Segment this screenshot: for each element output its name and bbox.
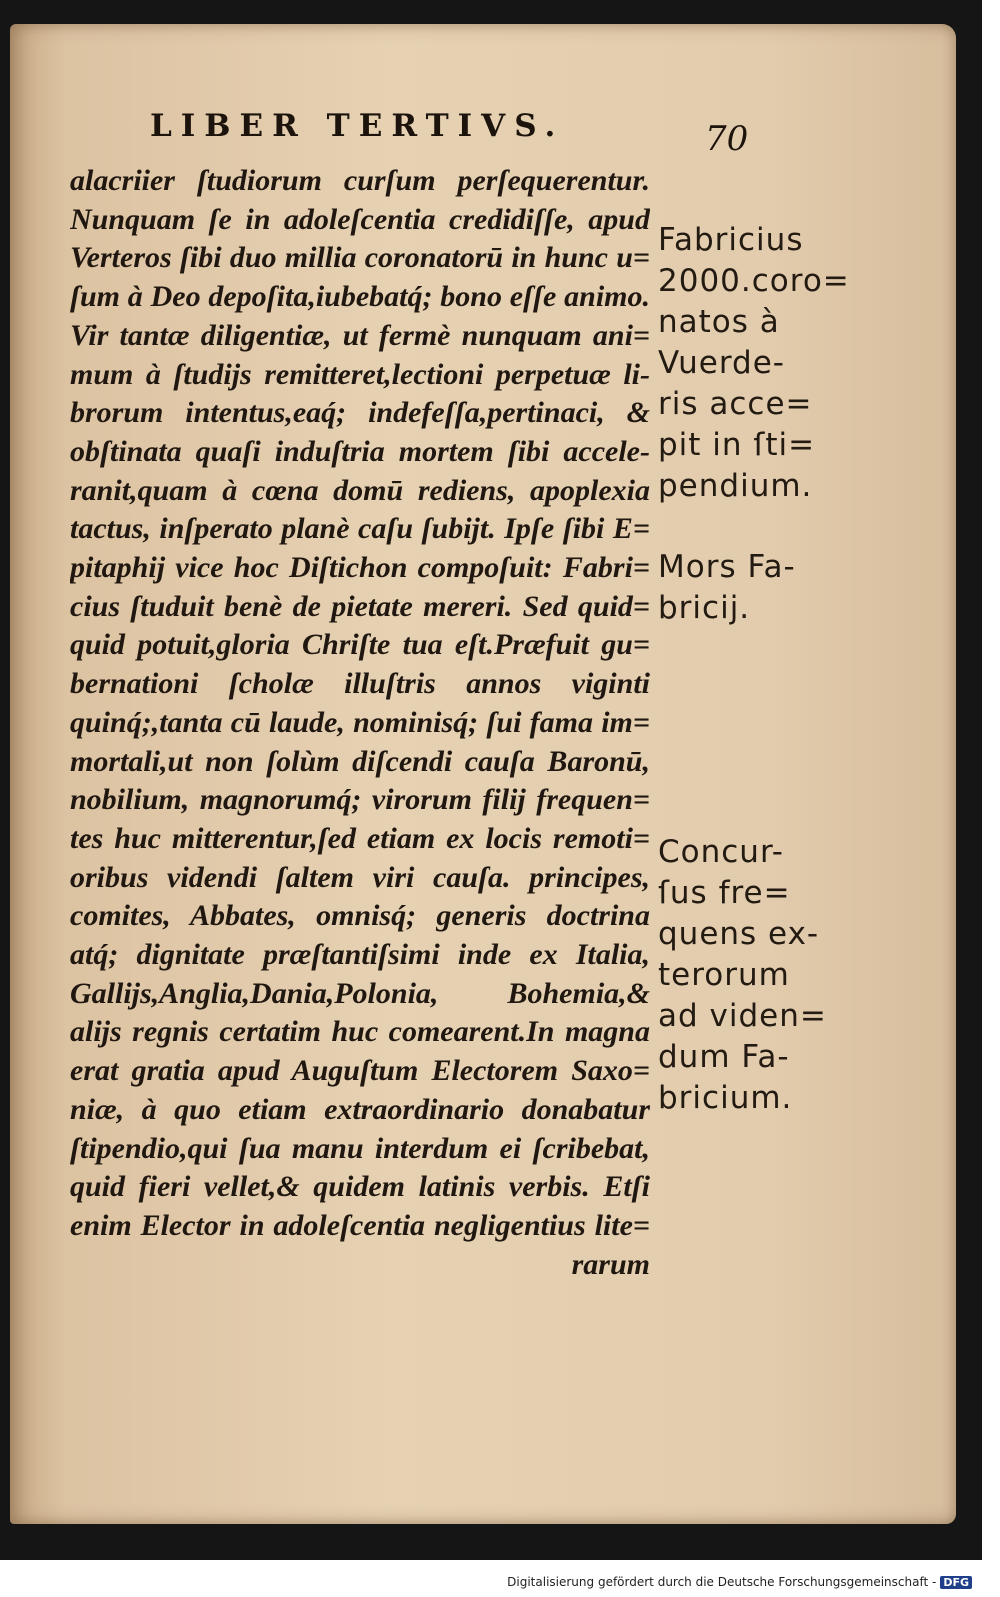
book-page bbox=[10, 24, 956, 1524]
note-line: quens ex- bbox=[658, 916, 820, 952]
text-line: tactus, inſperato planè caſu ſubijt. Ipſe ſibi E= bbox=[70, 512, 650, 546]
text-line: quid potuit,gloria Chriſte tua eſt.Præfuit gu= bbox=[70, 628, 650, 662]
text-line: ſtipendio,qui ſua manu interdum ei ſcribebat, bbox=[70, 1131, 650, 1165]
note-line: dum Fa- bbox=[658, 1039, 790, 1075]
note-line: natos à bbox=[658, 304, 780, 340]
text-line: Nunquam ſe in adoleſcentia credidiſſe, apud bbox=[70, 202, 650, 236]
text-line: quinq́;,tanta cū laude, nominisq́; ſui fama im= bbox=[70, 705, 650, 739]
text-line: alijs regnis certatim huc comearent.In magna bbox=[70, 1015, 650, 1049]
main-text-block bbox=[70, 162, 650, 1284]
note-line: Fabricius bbox=[658, 222, 804, 258]
marginal-note-concursus bbox=[658, 832, 848, 1119]
note-line: Vuerde- bbox=[658, 345, 785, 381]
text-line: quid fieri vellet,& quidem latinis verbis. Etſi bbox=[70, 1170, 650, 1204]
text-line: cius ſtuduit benè de pietate mereri. Sed quid= bbox=[70, 589, 650, 623]
note-line: bricij. bbox=[658, 590, 751, 626]
text-line: pitaphij vice hoc Diſtichon compoſuit: Fabri= bbox=[70, 551, 650, 585]
marginal-note-fabricius bbox=[658, 220, 848, 507]
text-line: Gallijs,Anglia,Dania,Polonia, Bohemia,& bbox=[70, 976, 650, 1010]
note-line: bricium. bbox=[658, 1080, 793, 1116]
text-line: atq́; dignitate præſtantiſsimi inde ex Italia, bbox=[70, 938, 650, 972]
note-line: ſus fre= bbox=[658, 875, 791, 911]
text-line: mum à ſtudijs remitteret,lectioni perpetuæ li- bbox=[70, 357, 650, 391]
text-line: Verteros ſibi duo millia coronatorū in hunc u= bbox=[70, 241, 650, 275]
text-line: ſum à Deo depoſita,iubebatq́; bono eſſe animo. bbox=[70, 280, 650, 314]
text-line: tes huc mitterentur,ſed etiam ex locis remoti= bbox=[70, 821, 650, 855]
credit-text: Digitalisierung gefördert durch die Deutsche Forschungsgemeinschaft - bbox=[507, 1575, 937, 1589]
text-line: nobilium, magnorumq́; virorum filij frequen= bbox=[70, 783, 650, 817]
text-line: alacriier ſtudiorum curſum perſequerentur. bbox=[70, 164, 650, 197]
note-line: Concur- bbox=[658, 834, 784, 870]
text-line: niæ, à quo etiam extraordinario donabatur bbox=[70, 1092, 650, 1126]
text-line: brorum intentus,eaq́; indefeſſa,pertinaci, & bbox=[70, 396, 650, 430]
note-line: terorum bbox=[658, 957, 790, 993]
marginal-note-mors bbox=[658, 547, 848, 629]
text-line: enim Elector in adoleſcentia negligentius lite= bbox=[70, 1208, 650, 1242]
note-line: pit in ſti= bbox=[658, 427, 816, 463]
text-line: comites, Abbates, omnisq́; generis doctrina bbox=[70, 899, 650, 933]
text-line: erat gratia apud Auguſtum Electorem Saxo= bbox=[70, 1054, 650, 1088]
text-line: Vir tantæ diligentiæ, ut fermè nunquam ani= bbox=[70, 318, 650, 352]
text-line: mortali,ut non ſolùm diſcendi cauſa Baronū, bbox=[70, 744, 650, 778]
note-line: Mors Fa- bbox=[658, 549, 796, 585]
note-line: ad viden= bbox=[658, 998, 827, 1034]
text-line: bernationi ſcholæ illuſtris annos viginti bbox=[70, 667, 650, 701]
text-line: obſtinata quaſi induſtria mortem ſibi accele- bbox=[70, 434, 650, 468]
note-line: pendium. bbox=[658, 468, 813, 504]
dfg-logo: DFG bbox=[940, 1576, 972, 1589]
digitization-credit bbox=[507, 1575, 972, 1589]
running-head: LIBER TERTIVS. bbox=[150, 108, 565, 144]
page-number: 70 bbox=[705, 119, 749, 159]
text-line: oribus videndi ſaltem viri cauſa. principes, bbox=[70, 860, 650, 894]
text-line: ranit,quam à cœna domū rediens, apoplexia bbox=[70, 473, 650, 507]
note-line: ris acce= bbox=[658, 386, 813, 422]
catchword: rarum bbox=[571, 1247, 650, 1281]
note-line: 2000.coro= bbox=[658, 263, 850, 299]
